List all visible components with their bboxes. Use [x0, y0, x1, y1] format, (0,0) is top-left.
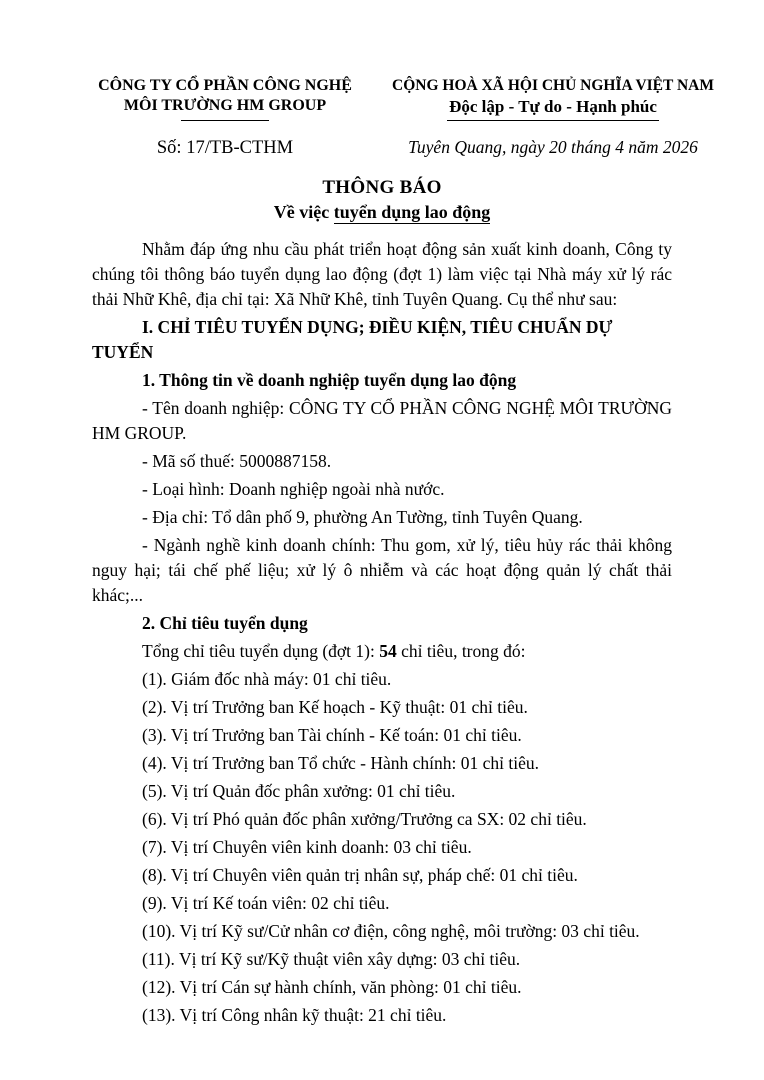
letterhead: [0, 0, 764, 159]
list-item: (1). Giám đốc nhà máy: 01 chỉ tiêu.: [142, 669, 392, 689]
company-info-list: [92, 396, 672, 608]
list-item: (6). Vị trí Phó quản đốc phân xưởng/Trưởng ca SX: 02 chỉ tiêu.: [142, 809, 587, 829]
list-item: (11). Vị trí Kỹ sư/Kỹ thuật viên xây dựng: 03 chỉ tiêu.: [142, 949, 521, 969]
subsection-2-heading: 2. Chỉ tiêu tuyển dụng: [142, 613, 308, 633]
list-item: - Mã số thuế: 5000887158.: [142, 451, 332, 471]
intro-paragraph: Nhằm đáp ứng nhu cầu phát triển hoạt động sản xuất kinh doanh, Công ty chúng tôi thông báo tuyển dụng lao động (đợt 1) làm việc tại Nhà máy xử lý rác thải Nhữ Khê, địa chỉ tại: Xã Nhữ Khê, tỉnh Tuyên Quang. Cụ thể như sau:: [92, 239, 672, 309]
total-quota-prefix: Tổng chỉ tiêu tuyển dụng (đợt 1):: [142, 641, 380, 661]
title-block: [0, 175, 764, 225]
list-item: - Ngành nghề kinh doanh chính: Thu gom, xử lý, tiêu hủy rác thải không nguy hại; tái chế phế liệu; xử lý ô nhiễm và các hoạt động quản lý chất thải khác;...: [92, 535, 672, 605]
list-item: (10). Vị trí Kỹ sư/Cử nhân cơ điện, công nghệ, môi trường: 03 chỉ tiêu.: [142, 921, 640, 941]
section-1-heading: I. CHỈ TIÊU TUYỂN DỤNG; ĐIỀU KIỆN, TIÊU CHUẨN DỰ TUYỂN: [92, 317, 613, 362]
list-item: - Loại hình: Doanh nghiệp ngoài nhà nước.: [142, 479, 445, 499]
document-subtitle: [0, 200, 764, 225]
national-motto-line1: CỘNG HOÀ XÃ HỘI CHỦ NGHĨA VIỆT NAM: [392, 77, 714, 94]
list-item: - Địa chỉ: Tổ dân phố 9, phường An Tường, tỉnh Tuyên Quang.: [142, 507, 583, 527]
document-number: Số: 17/TB-CTHM: [156, 138, 294, 158]
quota-list: [92, 667, 672, 1028]
list-item: (13). Vị trí Công nhân kỹ thuật: 21 chỉ tiêu.: [142, 1005, 447, 1025]
document-body: [92, 237, 672, 1028]
list-item: (5). Vị trí Quản đốc phân xưởng: 01 chỉ tiêu.: [142, 781, 456, 801]
company-underline-rule: [181, 120, 269, 121]
total-quota-line: [92, 639, 672, 664]
list-item: - Tên doanh nghiệp: CÔNG TY CỔ PHẦN CÔNG NGHỆ MÔI TRƯỜNG HM GROUP.: [92, 398, 672, 443]
national-header-block: [392, 76, 714, 159]
list-item: (3). Vị trí Trưởng ban Tài chính - Kế toán: 01 chỉ tiêu.: [142, 725, 522, 745]
list-item: (2). Vị trí Trưởng ban Kế hoạch - Kỹ thuật: 01 chỉ tiêu.: [142, 697, 528, 717]
list-item: (7). Vị trí Chuyên viên kinh doanh: 03 chỉ tiêu.: [142, 837, 472, 857]
company-name-line2: MÔI TRƯỜNG HM GROUP: [123, 97, 327, 114]
list-item: (4). Vị trí Trưởng ban Tổ chức - Hành chính: 01 chỉ tiêu.: [142, 753, 539, 773]
document-title: THÔNG BÁO: [322, 177, 442, 198]
total-quota-suffix: chỉ tiêu, trong đó:: [396, 641, 526, 661]
company-header-block: [72, 76, 378, 159]
national-motto-line2: Độc lập - Tự do - Hạnh phúc: [447, 96, 659, 121]
list-item: (12). Vị trí Cán sự hành chính, văn phòng: 01 chỉ tiêu.: [142, 977, 522, 997]
subtitle-underlined-text: tuyển dụng lao động: [333, 202, 491, 222]
list-item: (9). Vị trí Kế toán viên: 02 chỉ tiêu.: [142, 893, 390, 913]
company-name-line1: CÔNG TY CỔ PHẦN CÔNG NGHỆ: [98, 77, 352, 94]
subtitle-prefix: Về việc: [273, 202, 334, 222]
subsection-1-heading: 1. Thông tin về doanh nghiệp tuyển dụng lao động: [142, 370, 517, 390]
list-item: (8). Vị trí Chuyên viên quản trị nhân sự, pháp chế: 01 chỉ tiêu.: [142, 865, 578, 885]
total-quota-number: 54: [379, 641, 397, 661]
place-date-line: Tuyên Quang, ngày 20 tháng 4 năm 2026: [408, 137, 698, 157]
